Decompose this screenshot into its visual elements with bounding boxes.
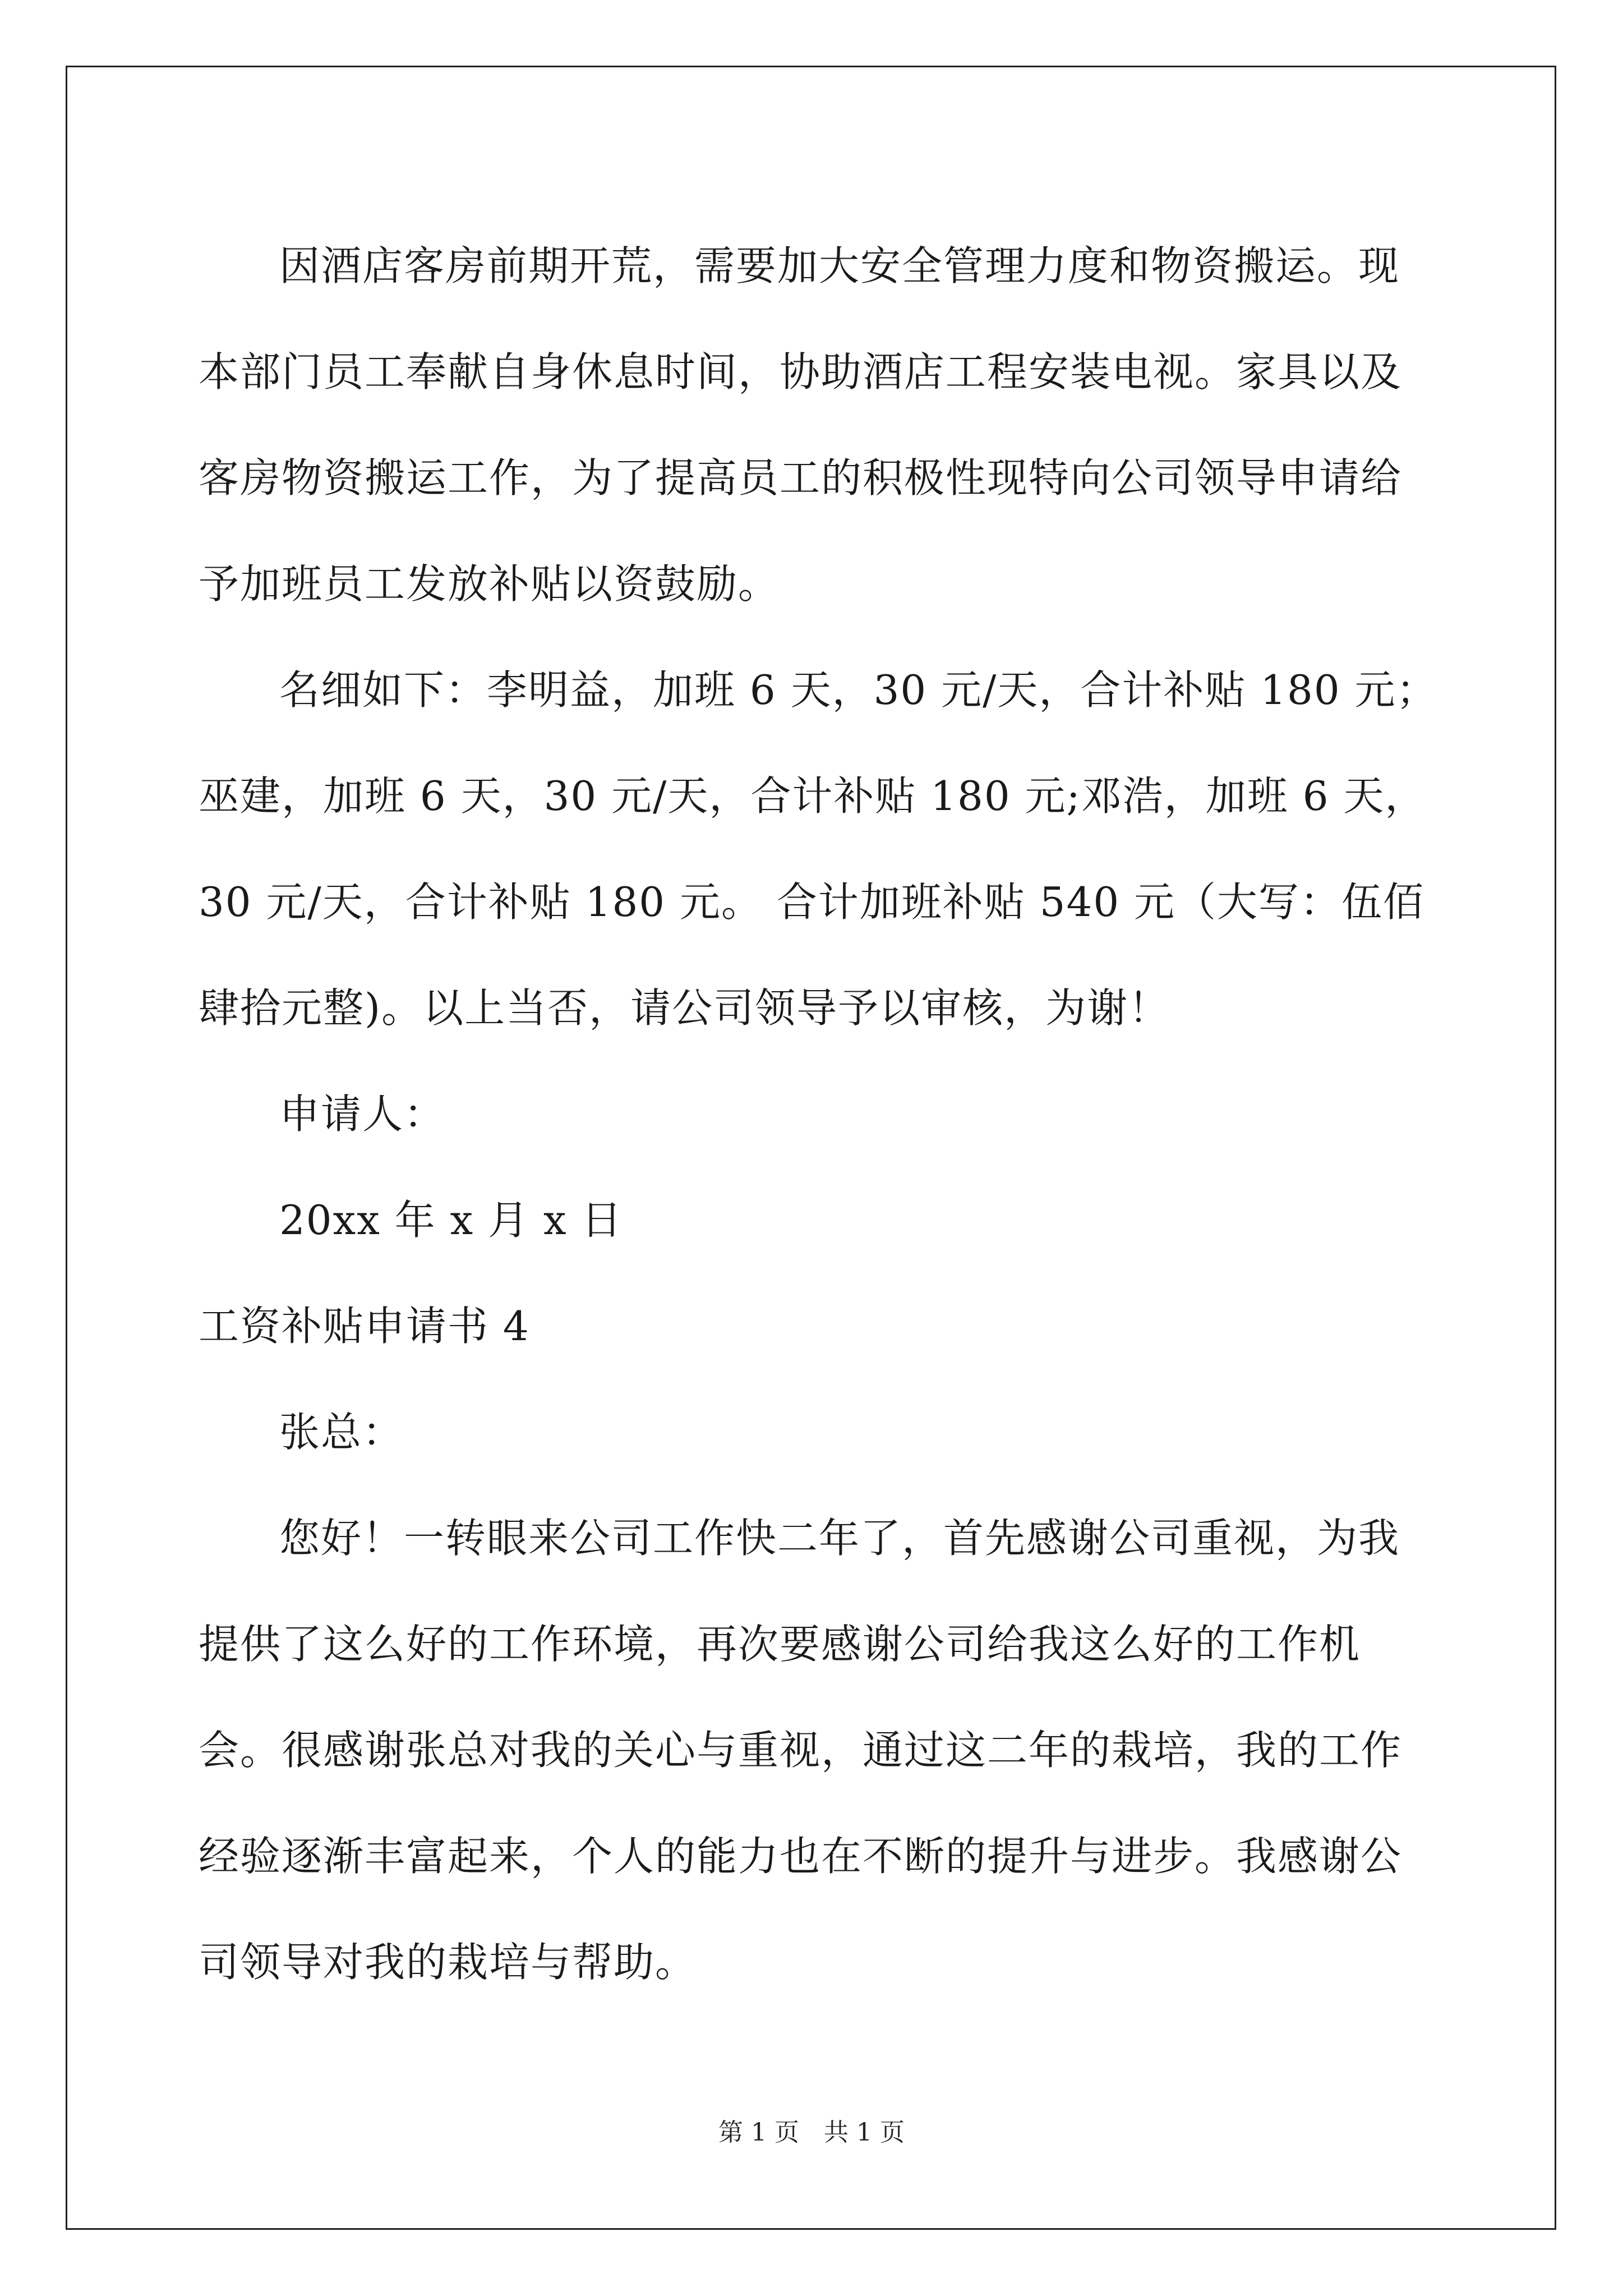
salutation-line: 张总： xyxy=(279,1409,404,1456)
letter-body-paragraph: 您好！一转眼来公司工作快二年了，首先感谢公司重视，为我提供了这么好的工作环境，再次要感谢公司给我这么好的工作机会。很感谢张总对我的关心与重视，通过这二年的栽培，我的工作经验逐渐丰富起来，个人的能力也在不断的提升与进步。我感谢公司领导对我的栽培与帮助。 xyxy=(199,1515,1403,1986)
document-body xyxy=(199,213,1438,2016)
date-line: 20xx 年 x 月 x 日 xyxy=(279,1197,623,1244)
applicant-line: 申请人： xyxy=(279,1091,446,1138)
overtime-details-paragraph: 名细如下：李明益，加班 6 天，30 元/天，合计补贴 180 元；巫建，加班 6 天，30 元/天，合计补贴 180 元;邓浩，加班 6 天，30 元/天，合计补贴 180 元。 合计加班补贴 540 元（大写：伍佰肆拾元整)。以上当否，请公司领导予以审核，为谢！ xyxy=(199,666,1438,1032)
section-title: 工资补贴申请书 4 xyxy=(199,1303,530,1350)
intro-paragraph: 因酒店客房前期开荒，需要加大安全管理力度和物资搬运。现本部门员工奉献自身休息时间，协助酒店工程安装电视。家具以及客房物资搬运工作，为了提高员工的积极性现特向公司领导申请给予加班员工发放补贴以资鼓励。 xyxy=(199,242,1403,608)
page-footer: 第 1 页 共 1 页 xyxy=(718,2118,905,2147)
